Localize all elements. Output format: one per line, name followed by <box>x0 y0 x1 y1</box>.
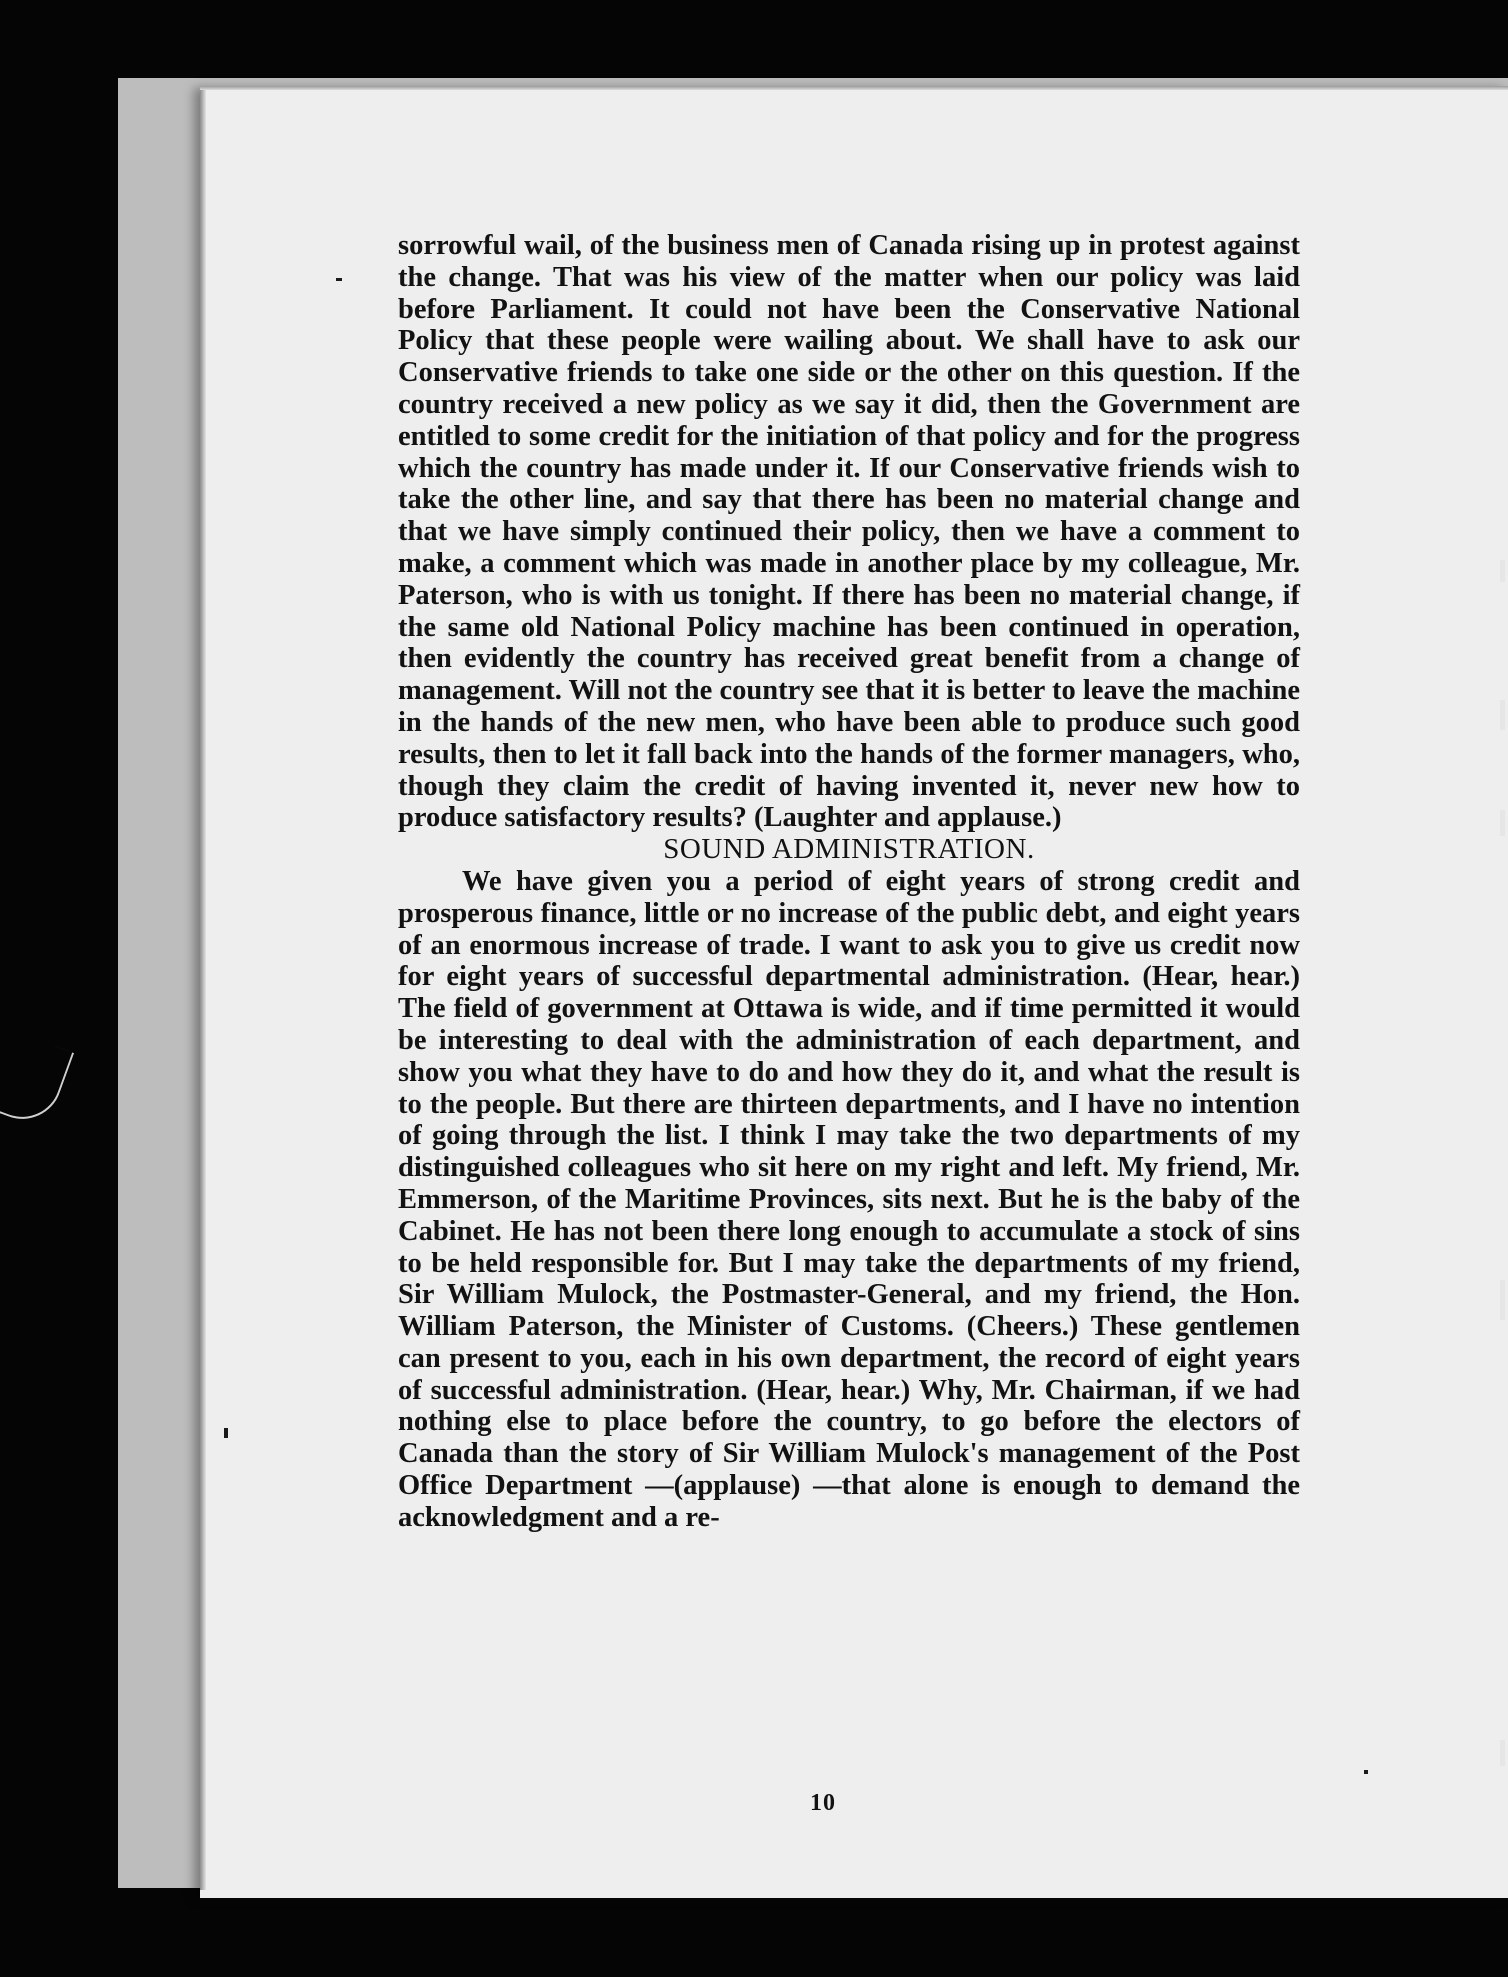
body-text <box>398 230 1300 1534</box>
scan-speck <box>336 278 342 281</box>
scan-artifact-edge <box>1500 1280 1505 1320</box>
scan-artifact-edge <box>1500 560 1505 582</box>
section-heading: SOUND ADMINISTRATION. <box>663 833 1035 866</box>
paragraph-2: We have given you a period of eight years of strong credit and prosperous finance, little or no increase of the public debt, and eight years of an enormous increase of trade. I want to ask you to give us credit now for eight years of successful departmental administration. (Hear, hear.) The field of government at Ottawa is wide, and if time permitted it would be interesting to deal with the administration of each department, and show you what they have to do and how they do it, and what the result is to the people. But there are thirteen departments, and I have no intention of going through the list. I think I may take the two departments of my distinguished colleagues who sit here on my right and left. My friend, Mr. Emmerson, of the Maritime Provinces, sits next. But he is the baby of the Cabinet. He has not been there long enough to accumulate a stock of sins to be held responsible for. But I may take the departments of my friend, Sir William Mulock, the Postmaster-General, and my friend, the Hon. William Paterson, the Minister of Customs. (Cheers.) These gentlemen can present to you, each in his own department, the record of eight years of successful administration. (Hear, hear.) Why, Mr. Chairman, if we had nothing else to place before the country, to go before the electors of Canada than the story of Sir William Mulock's management of the Post Office Department —(applause) —that alone is enough to demand the acknowledgment and a re- <box>398 865 1300 1533</box>
scan-artifact-edge <box>1500 1740 1505 1766</box>
scan-artifact-curve <box>0 1032 74 1130</box>
page-left-fold <box>200 90 206 1890</box>
scan-artifact-edge <box>1500 810 1505 836</box>
page-top-edge <box>200 86 1508 90</box>
page-number: 10 <box>810 1790 836 1816</box>
scan-speck <box>224 1428 228 1438</box>
scan-speck <box>1364 1770 1368 1774</box>
paragraph-1: sorrowful wail, of the business men of Canada rising up in protest against the change. That was his view of the matter when our policy was laid before Parliament. It could not have been the Conservative National Policy that these people were wailing about. We shall have to ask our Conservative friends to take one side or the other on this question. If the country received a new policy as we say it did, then the Government are entitled to some credit for the initiation of that policy and for the progress which the country has made under it. If our Conservative friends wish to take the other line, and say that there has been no material change and that we have simply continued their policy, then we have a comment to make, a comment which was made in another place by my colleague, Mr. Paterson, who is with us tonight. If there has been no material change, if the same old National Policy machine has been continued in operation, then evidently the country has received great benefit from a change of management. Will not the country see that it is better to leave the machine in the hands of the new men, who have been able to produce such good results, then to let it fall back into the hands of the former managers, who, though they claim the credit of having invented it, never new how to produce satisfactory results? (Laughter and applause.) <box>398 230 1300 834</box>
scan-artifact-edge <box>1500 700 1505 730</box>
